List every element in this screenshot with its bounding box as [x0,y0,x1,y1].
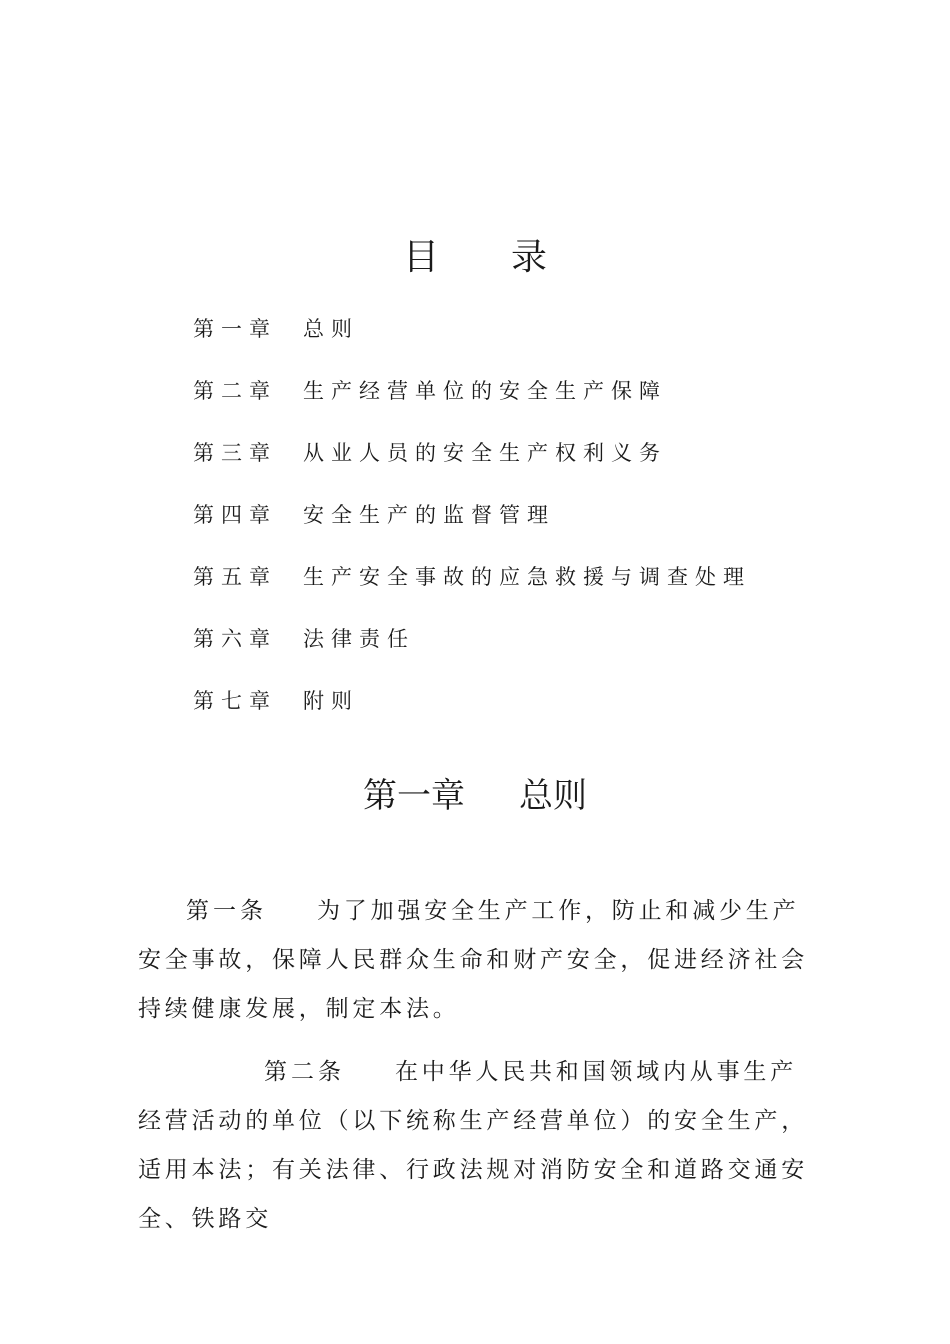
toc-chapter-number: 第七章 [193,689,277,713]
article-label: 第一条 [186,898,267,924]
table-of-contents [193,310,833,744]
toc-title-left: 目 [402,237,439,278]
toc-item [193,434,833,496]
toc-chapter-name: 总则 [303,317,359,341]
article-paragraph [138,1048,818,1244]
article-label: 第二条 [264,1059,345,1085]
toc-chapter-number: 第六章 [193,627,277,651]
chapter-name: 总则 [519,776,587,816]
toc-title [0,232,950,284]
toc-chapter-number: 第二章 [193,379,277,403]
chapter-number: 第一章 [363,776,465,816]
toc-chapter-number: 第三章 [193,441,277,465]
toc-item [193,620,833,682]
article-text: 在中华人民共和国领域内从事生产经营活动的单位（以下统称生产经营单位）的安全生产，适用本法；有关法律、行政法规对消防安全和道路交通安全、铁路交 [138,1059,808,1232]
toc-chapter-name: 生产安全事故的应急救援与调查处理 [303,565,751,589]
toc-chapter-name: 从业人员的安全生产权利义务 [303,441,667,465]
toc-item [193,496,833,558]
toc-item [193,372,833,434]
article-paragraph [138,887,818,1034]
toc-item [193,558,833,620]
chapter-heading [0,770,950,822]
toc-chapter-name: 附则 [303,689,359,713]
toc-title-right: 录 [511,237,548,278]
toc-item [193,682,833,744]
toc-chapter-number: 第五章 [193,565,277,589]
toc-chapter-number: 第一章 [193,317,277,341]
toc-chapter-name: 法律责任 [303,627,415,651]
article-text: 为了加强安全生产工作，防止和减少生产安全事故，保障人民群众生命和财产安全，促进经济社会持续健康发展，制定本法。 [138,898,808,1022]
toc-chapter-name: 生产经营单位的安全生产保障 [303,379,667,403]
toc-chapter-name: 安全生产的监督管理 [303,503,555,527]
toc-item [193,310,833,372]
toc-chapter-number: 第四章 [193,503,277,527]
